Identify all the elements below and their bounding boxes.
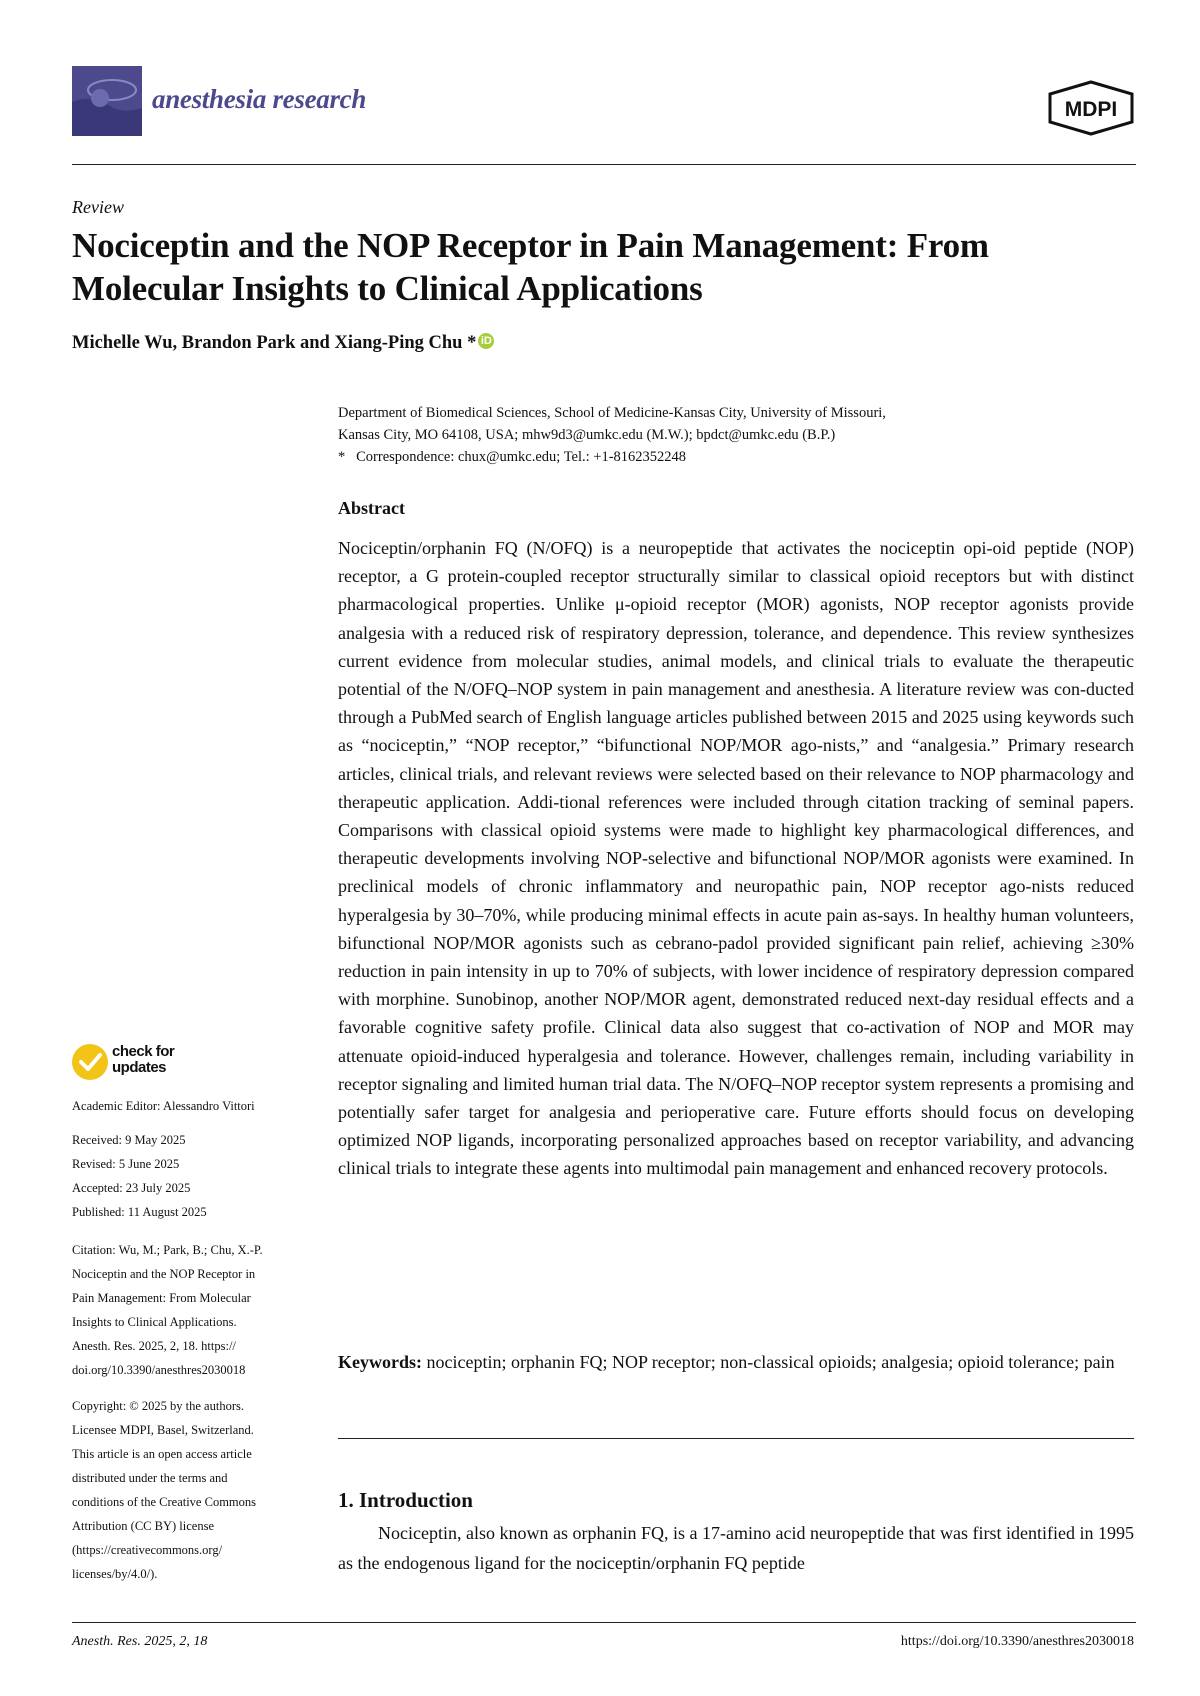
authors-text: Michelle Wu, Brandon Park and Xiang-Ping Chu *: [72, 333, 477, 353]
citation-block: [72, 1238, 312, 1382]
footer-citation: Anesth. Res. 2025, 2, 18: [72, 1634, 208, 1649]
check-updates-label: check for updates: [112, 1043, 175, 1076]
citation-line: Pain Management: From Molecular: [72, 1291, 251, 1305]
license-link[interactable]: (https://creativecommons.org/: [72, 1543, 223, 1557]
publication-history: [72, 1128, 312, 1224]
copyright-line: This article is an open access article: [72, 1447, 252, 1461]
abstract-heading: Abstract: [338, 498, 405, 518]
section-heading-introduction: 1. Introduction: [338, 1488, 473, 1512]
footer-rule: [72, 1622, 1136, 1623]
article-title: Nociceptin and the NOP Receptor in Pain Management: From Molecular Insights to Clinical Applications: [72, 226, 989, 308]
abstract-body: Nociceptin/orphanin FQ (N/OFQ) is a neuropeptide that activates the nociceptin opi-oid peptide (NOP) receptor, a G protein-coupled receptor structurally similar to classical opioid receptors but with distinct pharmacological properties. Unlike μ-opioid receptor (MOR) agonists, NOP receptor agonists provide analgesia with a reduced risk of respiratory depression, tolerance, and dependence. This review synthesizes current evidence from molecular studies, animal models, and clinical trials to evaluate the therapeutic potential of the N/OFQ–NOP system in pain management and anesthesia. A literature review was con-ducted through a PubMed search of English language articles published between 2015 and 2025 using keywords such as “nociceptin,” “NOP receptor,” “bifunctional NOP/MOR ago-nists,” and “analgesia.” Primary research articles, clinical trials, and relevant reviews were selected based on their relevance to NOP pharmacology and therapeutic application. Addi-tional references were included through citation tracking of seminal papers. Comparisons with classical opioid systems were made to highlight key pharmacological differences, and therapeutic developments involving NOP-selective and bifunctional NOP/MOR agonists were examined. In preclinical models of chronic inflammatory and neuropathic pain, NOP receptor ago-nists reduced hyperalgesia by 30–70%, while producing minimal effects in acute pain as-says. In healthy human volunteers, bifunctional NOP/MOR agonists such as cebrano-padol provided significant pain relief, achieving ≥30% reduction in pain intensity in up to 70% of subjects, with lower incidence of respiratory depression compared with morphine. Sunobinop, another NOP/MOR agent, demonstrated reduced next-day residual effects and a favorable cognitive safety profile. Clinical data also suggest that co-activation of NOP and MOR may attenuate opioid-induced hyperalgesia and tolerance. However, challenges remain, including variability in receptor signaling and limited human trial data. The N/OFQ–NOP receptor system represents a promising and potentially safer target for analgesia and perioperative care. Future efforts should focus on developing optimized NOP ligands, incorporating personalized approaches based on receptor variability, and advancing clinical trials to integrate these agents into multimodal pain management and enhanced recovery protocols.: [338, 538, 1134, 1179]
license-link[interactable]: licenses/by/4.0/).: [72, 1567, 158, 1581]
mdpi-logo-text: MDPI: [1064, 98, 1118, 121]
journal-name: anesthesia research: [152, 84, 367, 114]
copyright-block: [72, 1394, 312, 1586]
keywords-text: nociceptin; orphanin FQ; NOP receptor; non-classical opioids; analgesia; opioid tolerance; pain: [426, 1352, 1115, 1372]
section-divider: [338, 1438, 1134, 1439]
correspondence: * Correspondence: chux@umkc.edu; Tel.: +1-8162352248: [338, 449, 687, 465]
journal-logo-graphic: [72, 66, 142, 136]
author-list: [72, 333, 494, 354]
check-for-updates-button[interactable]: [72, 1044, 292, 1082]
date-received: Received: 9 May 2025: [72, 1133, 186, 1147]
academic-editor: Academic Editor: Alessandro Vittori: [72, 1099, 255, 1113]
copyright-line: distributed under the terms and: [72, 1471, 228, 1485]
affiliation-line: Department of Biomedical Sciences, School of Medicine-Kansas City, University of Missouri,: [338, 405, 886, 421]
date-accepted: Accepted: 23 July 2025: [72, 1181, 191, 1195]
citation-line: Nociceptin and the NOP Receptor in: [72, 1267, 256, 1281]
footer-doi-link[interactable]: https://doi.org/10.3390/anesthres2030018: [900, 1634, 1134, 1649]
check-updates-icon: [72, 1044, 108, 1080]
citation-doi-link[interactable]: doi.org/10.3390/anesthres2030018: [72, 1363, 246, 1377]
copyright-line: conditions of the Creative Commons: [72, 1495, 257, 1509]
keywords-label: Keywords:: [338, 1352, 422, 1372]
article-type: Review: [72, 197, 124, 217]
copyright-line: Licensee MDPI, Basel, Switzerland.: [72, 1423, 254, 1437]
journal-logo: [72, 66, 142, 136]
affiliation: [338, 402, 1138, 468]
date-published: Published: 11 August 2025: [72, 1205, 207, 1219]
date-revised: Revised: 5 June 2025: [72, 1157, 180, 1171]
copyright-line: Copyright: © 2025 by the authors.: [72, 1399, 244, 1413]
citation-line: Insights to Clinical Applications.: [72, 1315, 237, 1329]
citation-line: Anesth. Res. 2025, 2, 18. https://: [72, 1339, 236, 1353]
copyright-line: Attribution (CC BY) license: [72, 1519, 214, 1533]
introduction-body: Nociceptin, also known as orphanin FQ, is a 17-amino acid neuropeptide that was first identified in 1995 as the endogenous ligand for the nociceptin/orphanin FQ peptide: [338, 1523, 1134, 1573]
mdpi-logo: [1046, 80, 1136, 136]
citation-line: Citation: Wu, M.; Park, B.; Chu, X.-P.: [72, 1243, 263, 1257]
keywords: [338, 1348, 1134, 1376]
orcid-icon[interactable]: iD: [478, 333, 494, 349]
affiliation-line: Kansas City, MO 64108, USA; mhw9d3@umkc.edu (M.W.); bpdct@umkc.edu (B.P.): [338, 427, 836, 443]
header-rule: [72, 164, 1136, 165]
